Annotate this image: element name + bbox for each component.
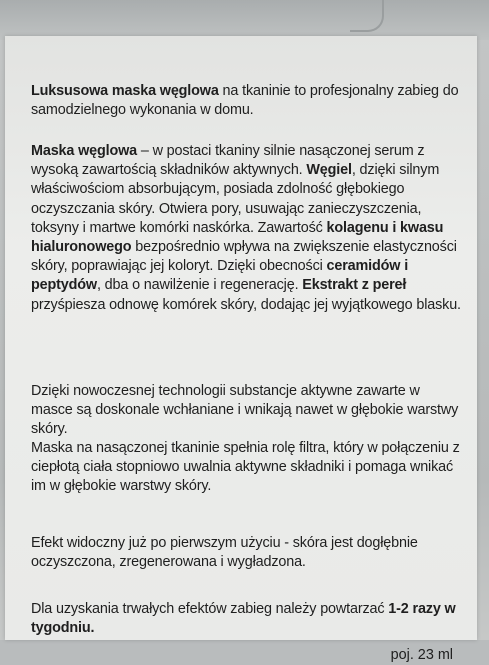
paragraph-description <box>31 142 461 315</box>
text-segment: Maska na nasączonej tkaninie spełnia rolę filtra, który w połączeniu z ciepłotą ciała stopniowo uwalnia aktywne składniki i pomaga wnikać im w głębokie warstwy skóry. <box>31 440 460 495</box>
paragraph-intro <box>31 82 461 120</box>
paragraph-usage <box>31 600 461 638</box>
volume-label: poj. 23 ml <box>390 647 453 663</box>
paragraph-text <box>31 382 461 440</box>
text-segment: bezpośrednio wpływa na zwiększenie elastyczności skóry, poprawiając jej koloryt. Dzięki obecności <box>31 239 457 275</box>
paragraph-technology <box>31 382 461 440</box>
box-top-flap <box>0 0 489 40</box>
text-segment: – w postaci tkaniny silnie nasączonej serum z wysoką zawartością składników aktywnych. <box>31 143 425 179</box>
text-segment: na tkaninie to profesjonalny zabieg do samodzielnego wykonania w domu. <box>31 83 459 119</box>
bold-text-segment: Maska węglowa <box>31 143 138 159</box>
text-segment: Dla uzyskania trwałych efektów zabieg należy powtarzać <box>31 601 389 617</box>
text-segment: , dzięki silnym właściwościom absorbującym, posiada zdolność głębokiego oczyszczania skóry. Otwiera pory, usuwając zanieczyszczenia, toksyny i martwe komórki naskórka. Zawartość <box>31 162 440 236</box>
paragraph-text <box>31 439 461 497</box>
description-label <box>5 36 477 663</box>
text-segment: przyśpiesza odnowę komórek skóry, dodając jej wyjątkowego blasku. <box>31 296 461 313</box>
box-fold-edge <box>350 0 384 32</box>
text-segment: Dzięki nowoczesnej technologii substancje aktywne zawarte w masce są doskonale wchłaniane i wnikają nawet w głębokie warstwy skóry. <box>31 383 459 438</box>
bold-text-segment: Ekstrakt z pereł <box>302 277 407 294</box>
bold-text-segment: ceramidów i peptydów <box>31 258 409 294</box>
paragraph-text <box>31 534 461 572</box>
bold-text-segment: Węgiel <box>306 162 352 179</box>
paragraph-effect <box>31 534 461 572</box>
bold-text-segment: Luksusowa maska węglowa <box>31 83 219 99</box>
bold-text-segment: 1-2 razy w tygodniu. <box>31 601 456 637</box>
paragraph-text <box>31 82 461 120</box>
bold-text-segment: kolagenu i kwasu hialuronowego <box>31 219 444 256</box>
paragraph-filter <box>31 439 461 497</box>
text-segment: Efekt widoczny już po pierwszym użyciu - skóra jest dogłębnie oczyszczona, zregenerowana i wygładzona. <box>31 535 418 571</box>
text-segment: , dba o nawilżenie i regenerację. <box>96 277 303 294</box>
paragraph-text <box>31 142 461 315</box>
paragraph-text <box>31 600 461 638</box>
